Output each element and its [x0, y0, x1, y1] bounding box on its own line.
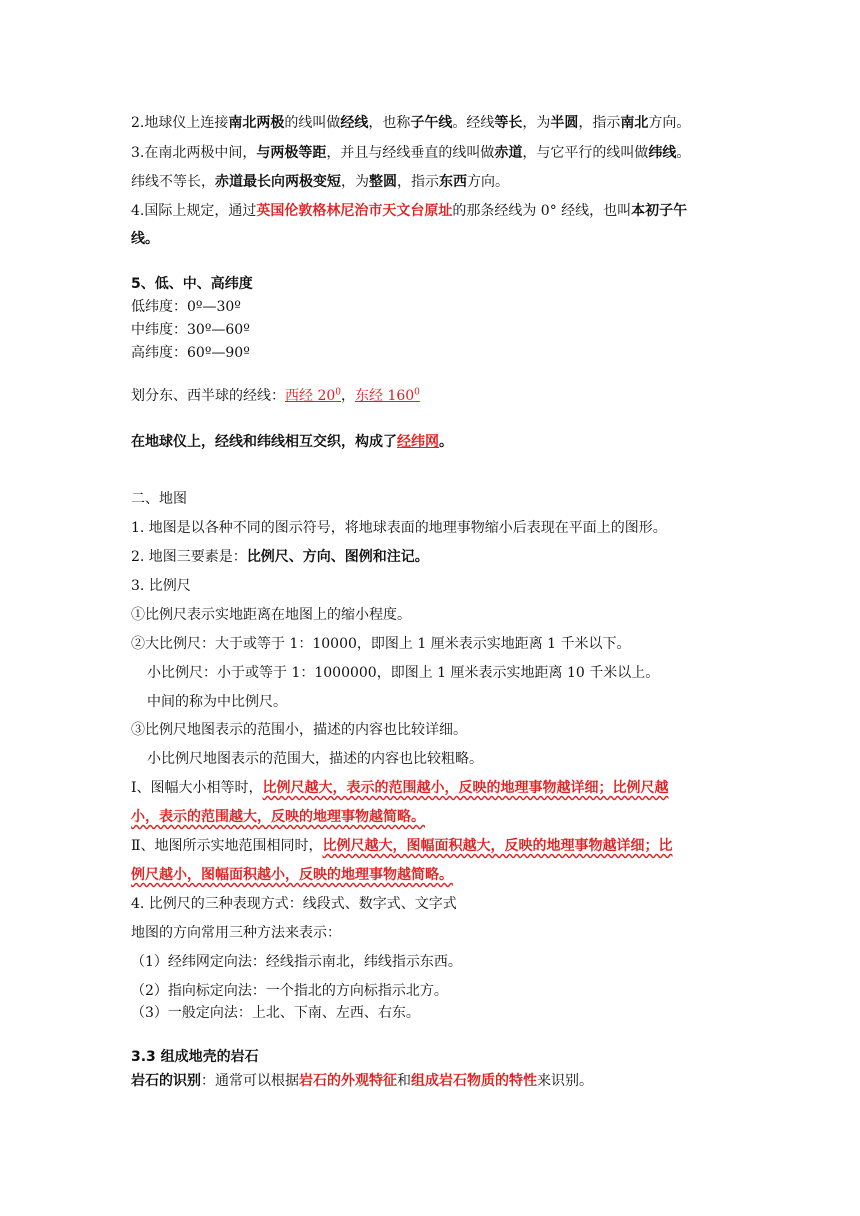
scale-item-2c: 中间的称为中比例尺。 [147, 694, 287, 710]
direction-intro: 地图的方向常用三种方法来表示： [131, 925, 341, 941]
rock-identification [131, 1071, 593, 1091]
scale-heading: 3. 比例尺 [131, 578, 191, 594]
text: ，与它平行的线叫做 [522, 145, 649, 161]
scale-item-1: ①比例尺表示实地距离在地图上的缩小程度。 [131, 607, 411, 623]
key-term: 与两极等距 [256, 145, 327, 161]
highlight-text: 比例尺越大，图幅面积越大，反映的地理事物越详细；比 [322, 838, 673, 854]
map-definition: 1. 地图是以各种不同的图示符号，将地球表面的地理事物缩小后表现在平面上的图形。 [131, 520, 667, 536]
key-term: 岩石的识别 [131, 1073, 201, 1089]
text: ，为 [341, 174, 369, 190]
rule-2-cont [131, 865, 453, 885]
text: 划分东、西半球的经线： [131, 388, 285, 404]
key-term: 半圆 [550, 115, 579, 131]
section-title-latitudes: 5、低、中、高纬度 [131, 276, 253, 292]
text: 2.地球仪上连接 [131, 115, 229, 131]
highlight-term: 组成岩石物质的特性 [411, 1073, 537, 1089]
map-three-elements [131, 547, 429, 567]
text: 在地球仪上，经线和纬线相互交织，构成了 [131, 434, 397, 450]
highlight-text: 例尺越小，图幅面积越小，反映的地理事物越简略。 [131, 867, 453, 883]
text: ，并且与经线垂直的线叫做 [326, 145, 495, 161]
west-meridian [285, 388, 341, 404]
rule-1-cont [131, 807, 425, 827]
scale-item-2b: 小比例尺：小于或等于 1：1000000，即图上 1 厘米表示实地距离 10 千米以上。 [147, 665, 660, 681]
key-term: 经线 [340, 115, 369, 131]
line-prime-meridian-cont: 线。 [131, 231, 159, 247]
key-term: 等长 [494, 115, 523, 131]
highlight-text: 小，表示的范围越大，反映的地理事物越简略。 [131, 809, 425, 825]
text: 。经线 [452, 115, 495, 131]
key-term: 赤道最长向两极变短 [215, 174, 341, 190]
key-term: 子午线 [410, 115, 453, 131]
line-equator [131, 143, 690, 163]
key-term: 整圆 [369, 174, 397, 190]
text: 和 [397, 1073, 411, 1089]
key-term: 本初子午 [631, 203, 688, 219]
scale-item-3: ③比例尺地图表示的范围小，描述的内容也比较详细。 [131, 722, 467, 738]
key-term: 纬线 [648, 145, 677, 161]
west-value: 西经 20 [285, 388, 336, 404]
text: 方向。 [648, 115, 691, 131]
direction-method-1: （1）经纬网定向法：经线指示南北，纬线指示东西。 [131, 954, 462, 970]
mid-latitude: 中纬度：30º—60º [131, 322, 250, 338]
text: Ⅰ、图幅大小相等时， [131, 780, 263, 796]
text: 的那条经线为 0° 经线，也叫 [452, 203, 632, 219]
text: 2. 地图三要素是： [131, 549, 247, 565]
section-heading-map: 二、地图 [131, 491, 187, 507]
key-term: 南北 [620, 115, 649, 131]
text: 纬线不等长， [131, 174, 215, 190]
highlight-term: 岩石的外观特征 [299, 1073, 397, 1089]
line-hemisphere [131, 386, 420, 406]
low-latitude: 低纬度：0º—30º [131, 299, 241, 315]
key-term: 南北两极 [228, 115, 285, 131]
rule-1 [131, 778, 669, 798]
degree-mark: 0 [335, 387, 341, 398]
key-term: 东西 [439, 174, 467, 190]
graticule-term: 经纬网 [397, 434, 439, 450]
line-graticule [131, 432, 453, 452]
text: 3.在南北两极中间， [131, 145, 257, 161]
text: ，指示 [578, 115, 621, 131]
scale-item-2: ②大比例尺：大于或等于 1：10000，即图上 1 厘米表示实地距离 1 千米以下。 [131, 636, 631, 652]
scale-forms: 4. 比例尺的三种表现方式：线段式、数字式、文字式 [131, 896, 457, 912]
direction-method-2: （2）指向标定向法：一个指北的方向标指示北方。 [131, 983, 448, 999]
key-term: 比例尺、方向、图例和注记。 [246, 549, 429, 565]
text: 的线叫做 [284, 115, 341, 131]
text: 。 [439, 434, 453, 450]
text: 方向。 [467, 174, 509, 190]
high-latitude: 高纬度：60º—90º [131, 345, 250, 361]
key-term: 赤道 [494, 145, 523, 161]
highlight-text: 比例尺越大，表示的范围越小，反映的地理事物越详细；比例尺越 [262, 780, 669, 796]
east-value: 东经 160 [355, 388, 415, 404]
text: 。 [676, 145, 691, 161]
scale-item-3b: 小比例尺地图表示的范围大，描述的内容也比较粗略。 [147, 751, 483, 767]
text: 来识别。 [537, 1073, 593, 1089]
rule-2 [131, 836, 673, 856]
line-meridian [131, 113, 690, 133]
text: ，指示 [397, 174, 439, 190]
line-prime-meridian [131, 201, 687, 221]
section-title-rocks: 3.3 组成地壳的岩石 [131, 1049, 259, 1065]
highlight-term: 英国伦敦格林尼治市天文台原址 [256, 203, 453, 219]
direction-method-3: （3）一般定向法：上北、下南、左西、右东。 [131, 1005, 420, 1021]
degree-mark: 0 [414, 387, 420, 398]
east-meridian [355, 388, 420, 404]
text: 4.国际上规定，通过 [131, 203, 257, 219]
text: Ⅱ、地图所示实地范围相同时， [131, 838, 323, 854]
text: ，也称 [368, 115, 411, 131]
text: ：通常可以根据 [201, 1073, 299, 1089]
line-parallel [131, 172, 509, 192]
text: ， [341, 388, 355, 404]
text: ，为 [522, 115, 551, 131]
